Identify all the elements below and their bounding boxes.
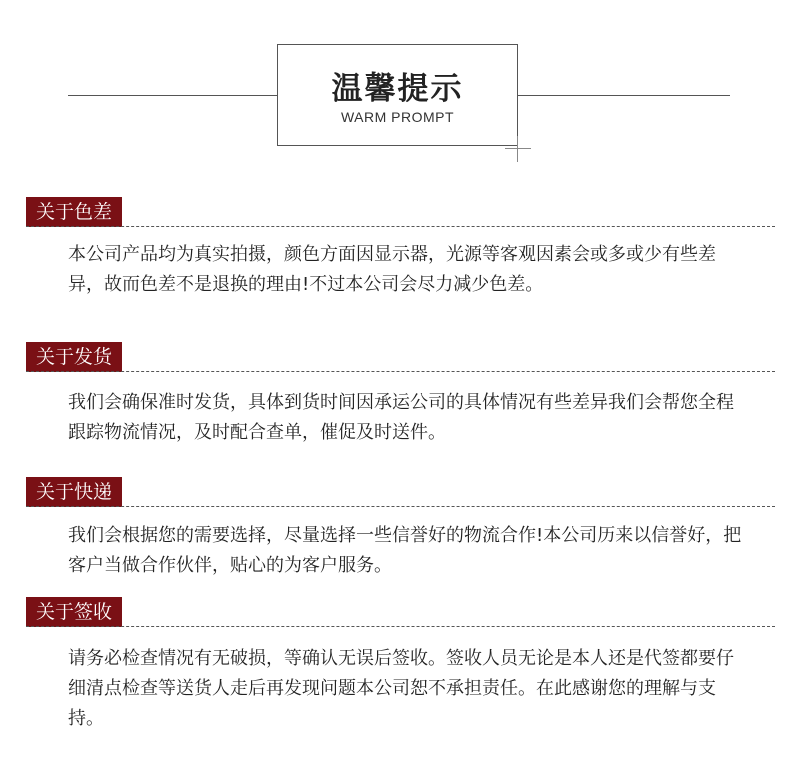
page-subtitle: WARM PROMPT <box>340 109 455 125</box>
section-label: 关于色差 <box>26 197 122 227</box>
section-label: 关于快递 <box>26 477 122 507</box>
section-divider <box>26 506 775 507</box>
section-divider <box>26 226 775 227</box>
section-divider <box>26 626 775 627</box>
section-text: 本公司产品均为真实拍摄，颜色方面因显示器，光源等客观因素会或多或少有些差异，故而色差不是退换的理由!不过本公司会尽力减少色差。 <box>68 244 716 295</box>
header-line-left <box>68 95 278 96</box>
header-line-right <box>518 95 730 96</box>
section-label: 关于签收 <box>26 597 122 627</box>
page-title: 温馨提示 <box>331 71 464 107</box>
section-divider <box>26 371 775 372</box>
section-label: 关于发货 <box>26 342 122 372</box>
section-text: 我们会确保准时发货，具体到货时间因承运公司的具体情况有些差异我们会帮您全程跟踪物流情况，及时配合查单，催促及时送件。 <box>68 392 734 443</box>
section-text: 我们会根据您的需要选择，尽量选择一些信誉好的物流合作!本公司历来以信誉好，把客户当做合作伙伴，贴心的为客户服务。 <box>68 525 742 576</box>
section-text: 请务必检查情况有无破损，等确认无误后签收。签收人员无论是本人还是代签都要仔细清点检查等送货人走后再发现问题本公司恕不承担责任。在此感谢您的理解与支持。 <box>68 648 734 729</box>
title-box <box>277 44 518 146</box>
